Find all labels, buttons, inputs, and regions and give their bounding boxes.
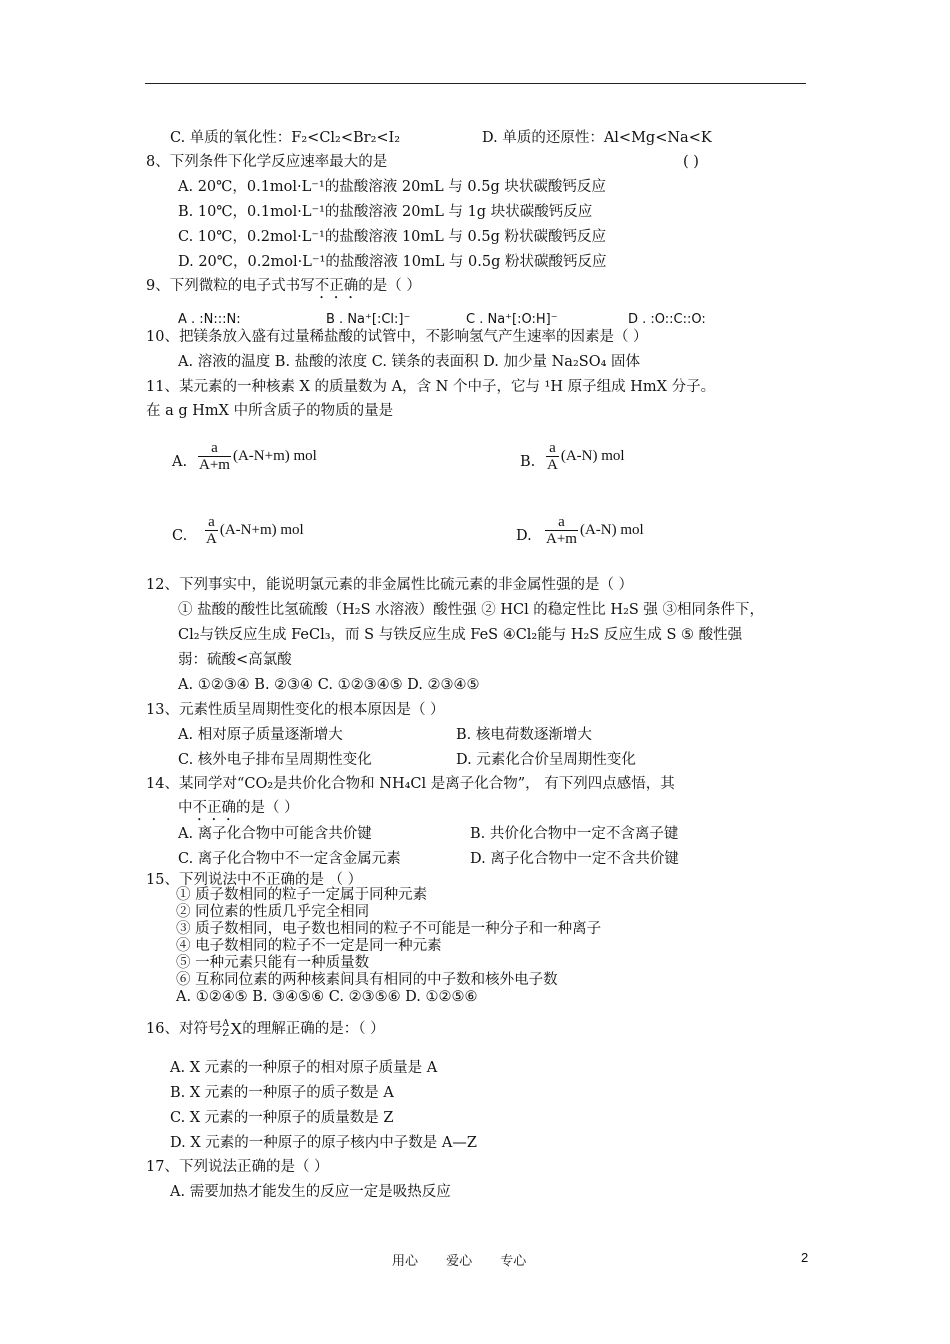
fraction-numerator: a — [549, 440, 556, 456]
q15-item-2: ② 同位素的性质几乎完全相同 — [176, 904, 370, 920]
fraction-denominator: A+m — [199, 457, 230, 473]
q13-stem: 13、元素性质呈周期性变化的根本原因是（ ） — [146, 702, 445, 718]
q11-option-d-label: D. — [516, 528, 532, 544]
unit: mol — [601, 448, 625, 464]
q16-option-d: D. X 元素的一种原子的原子核内中子数是 A—Z — [170, 1135, 477, 1151]
q14-option-b: B. 共价化合物中一定不含离子键 — [470, 826, 679, 842]
q13-option-a: A. 相对原子质量逐渐增大 — [178, 727, 343, 743]
q9-stem-emph: 不正确 — [314, 278, 359, 294]
q16-stem-pre: 16、对符号 — [146, 1021, 223, 1037]
q11-stem-line1: 11、某元素的一种核素 X 的质量数为 A，含 N 个中子，它与 ¹H 原子组成 HmX 分子。 — [146, 379, 716, 395]
q14-stem-post: 的是（ ） — [236, 800, 299, 816]
q11-option-b-label: B. — [520, 454, 536, 470]
q8-option-c: C. 10℃，0.2mol·L⁻¹的盐酸溶液 10mL 与 0.5g 粉状碳酸钙反应 — [178, 229, 606, 245]
fraction-numerator: a — [558, 514, 565, 530]
q9-option-b: B . Na⁺[:Cl:]⁻ — [326, 312, 411, 327]
q8-answer-paren: ( ) — [683, 154, 699, 170]
q12-stem: 12、下列事实中，能说明氯元素的非金属性比硫元素的非金属性强的是（ ） — [146, 577, 634, 593]
q14-stem-emph: 不正确 — [192, 800, 236, 816]
q14-stem-line2 — [178, 798, 299, 824]
q16-option-b: B. X 元素的一种原子的质子数是 A — [170, 1085, 394, 1101]
q12-statement-line2: Cl₂与铁反应生成 FeCl₃，而 S 与铁反应生成 FeS ④Cl₂能与 H₂S 反应生成 S ⑤ 酸性强 — [178, 627, 743, 643]
formula-tail: (A-N+m) — [232, 448, 290, 464]
element-symbol: X — [229, 1019, 243, 1038]
q11-option-a-label: A. — [172, 454, 188, 470]
q8-option-d: D. 20℃，0.2mol·L⁻¹的盐酸溶液 10mL 与 0.5g 粉状碳酸钙反应 — [178, 254, 607, 270]
q16-stem-post: 的理解正确的是：（ ） — [242, 1021, 385, 1037]
q12-statement-line3: 弱：硫酸<高氯酸 — [178, 652, 292, 668]
page-number: 2 — [801, 1250, 809, 1265]
q15-stem: 15、下列说法中不正确的是 （ ） — [146, 872, 363, 888]
formula-tail: (A-N) — [579, 522, 617, 538]
q17-stem: 17、下列说法正确的是（ ） — [146, 1159, 329, 1175]
q14-stem-pre: 中 — [178, 800, 193, 816]
q9-stem-pre: 9、下列微粒的电子式书写 — [146, 278, 315, 294]
q16-option-a: A. X 元素的一种原子的相对原子质量是 A — [170, 1060, 438, 1076]
q9-option-d: D . :O::C::O: — [628, 312, 706, 327]
q9-option-c: C . Na⁺[:O:H]⁻ — [466, 312, 558, 327]
q13-option-d: D. 元素化合价呈周期性变化 — [456, 752, 636, 768]
q9-option-a: A . :N:::N: — [178, 312, 241, 327]
q16-stem — [146, 1019, 385, 1039]
q10-stem: 10、把镁条放入盛有过量稀盐酸的试管中，不影响氢气产生速率的因素是（ ） — [146, 329, 648, 345]
q12-statement-line1: ① 盐酸的酸性比氢硫酸（H₂S 水溶液）酸性强 ② HCl 的稳定性比 H₂S 强 ③相同条件下， — [178, 602, 765, 618]
q10-options: A. 溶液的温度 B. 盐酸的浓度 C. 镁条的表面积 D. 加少量 Na₂SO₄ 固体 — [178, 354, 641, 370]
q14-option-d: D. 离子化合物中一定不含共价键 — [470, 851, 679, 867]
q14-stem-line1: 14、某同学对“CO₂是共价化合物和 NH₄Cl 是离子化合物”， 有下列四点感悟，其 — [146, 776, 675, 792]
q11-option-c-formula — [205, 514, 304, 547]
q9-stem-post: 的是（ ） — [358, 278, 421, 294]
header-rule — [145, 83, 806, 84]
q7-option-c: C. 单质的氧化性：F₂<Cl₂<Br₂<I₂ — [170, 130, 401, 146]
q11-option-c-label: C. — [172, 528, 188, 544]
q11-option-b-formula — [546, 440, 625, 473]
fraction-numerator: a — [208, 514, 215, 530]
q15-item-1: ① 质子数相同的粒子一定属于同种元素 — [176, 887, 428, 903]
q15-item-3: ③ 质子数相同，电子数也相同的粒子不可能是一种分子和一种离子 — [176, 921, 602, 937]
unit: mol — [293, 448, 317, 464]
fraction-numerator: a — [211, 440, 218, 456]
mass-number: A — [222, 1019, 229, 1029]
q15-item-6: ⑥ 互称同位素的两种核素间具有相同的中子数和核外电子数 — [176, 972, 558, 988]
q11-option-d-formula — [545, 514, 644, 547]
formula-tail: (A-N+m) — [219, 522, 277, 538]
q9-stem — [146, 276, 421, 302]
fraction-denominator: A — [206, 531, 217, 547]
q8-option-b: B. 10℃，0.1mol·L⁻¹的盐酸溶液 20mL 与 1g 块状碳酸钙反应 — [178, 204, 593, 220]
q15-options: A. ①②④⑤ B. ③④⑤⑥ C. ②③⑤⑥ D. ①②⑤⑥ — [176, 989, 478, 1005]
formula-tail: (A-N) — [560, 448, 598, 464]
page-footer: 用心 爱心 专心 — [392, 1254, 527, 1269]
q14-option-a: A. 离子化合物中可能含共价键 — [178, 826, 372, 842]
q7-option-d: D. 单质的还原性：Al<Mg<Na<K — [482, 130, 712, 146]
q11-stem-line2: 在 a g HmX 中所含质子的物质的量是 — [146, 403, 394, 419]
q15-item-4: ④ 电子数相同的粒子不一定是同一种元素 — [176, 938, 442, 954]
unit: mol — [280, 522, 304, 538]
unit: mol — [620, 522, 644, 538]
atomic-number: Z — [222, 1029, 229, 1039]
q15-item-5: ⑤ 一种元素只能有一种质量数 — [176, 955, 370, 971]
q13-option-c: C. 核外电子排布呈周期性变化 — [178, 752, 372, 768]
q14-option-c: C. 离子化合物中不一定含金属元素 — [178, 851, 401, 867]
q11-option-a-formula — [198, 440, 317, 473]
q17-option-a: A. 需要加热才能发生的反应一定是吸热反应 — [170, 1184, 451, 1200]
fraction-denominator: A — [547, 457, 558, 473]
nuclide-symbol — [222, 1019, 242, 1039]
q16-option-c: C. X 元素的一种原子的质量数是 Z — [170, 1110, 394, 1126]
q13-option-b: B. 核电荷数逐渐增大 — [456, 727, 592, 743]
q12-options: A. ①②③④ B. ②③④ C. ①②③④⑤ D. ②③④⑤ — [178, 677, 480, 693]
q8-option-a: A. 20℃，0.1mol·L⁻¹的盐酸溶液 20mL 与 0.5g 块状碳酸钙反应 — [178, 179, 606, 195]
q8-stem: 8、下列条件下化学反应速率最大的是 — [146, 154, 388, 170]
fraction-denominator: A+m — [546, 531, 577, 547]
